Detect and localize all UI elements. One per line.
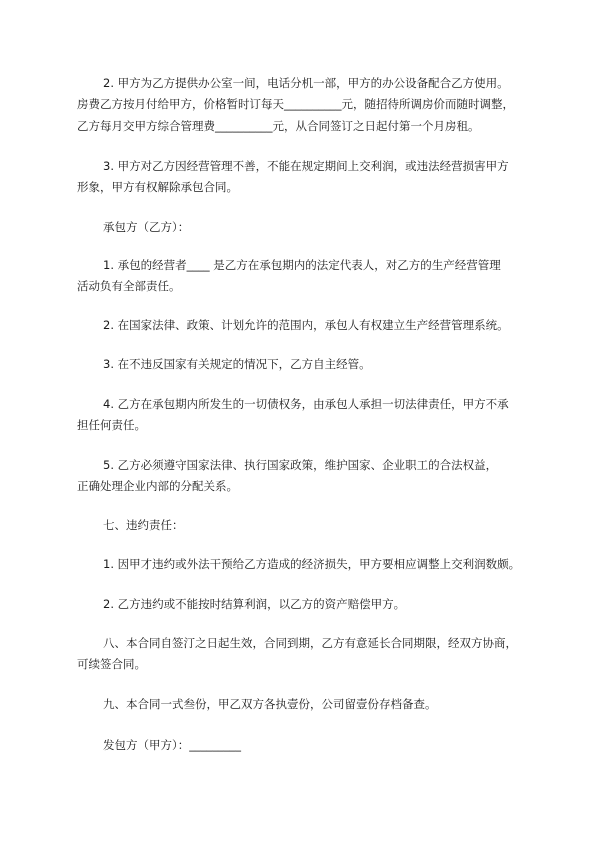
breach-item-2: 2. 乙方违约或不能按时结算利润，以乙方的资产赔偿甲方。 bbox=[103, 597, 406, 611]
section-9: 九、本合同一式叁份，甲乙双方各执壹份，公司留壹份存档备查。 bbox=[103, 697, 437, 711]
employer-signature-line: 发包方（甲方）：_________ bbox=[103, 738, 241, 752]
clause-2-line-3: 乙方每月交甲方综合管理费__________元，从合同签订之日起付第一个月房租。 bbox=[77, 119, 480, 133]
contractor-item-4-line-1: 4. 乙方在承包期内所发生的一切债权务，由承包人承担一切法律责任，甲方不承 bbox=[103, 397, 509, 411]
section-8-line-2: 可续签合同。 bbox=[77, 657, 146, 671]
section-contractor-heading: 承包方（乙方）： bbox=[103, 220, 190, 234]
contractor-item-5-line-1: 5. 乙方必须遵守国家法律、执行国家政策，维护国家、企业职工的合法权益， bbox=[103, 458, 498, 472]
section-7-heading: 七、违约责任： bbox=[103, 518, 184, 532]
contractor-item-1-line-1: 1. 承包的经营者____ 是乙方在承包期内的法定代表人，对乙方的生产经营管理 bbox=[103, 258, 501, 272]
clause-3-line-2: 形象，甲方有权解除承包合同。 bbox=[77, 180, 238, 194]
contractor-item-1-line-2: 活动负有全部责任。 bbox=[77, 279, 181, 293]
clause-2-line-2: 房费乙方按月付给甲方，价格暂时订每天__________元，随招待所调房价而随时调整， bbox=[77, 97, 514, 111]
clause-3-line-1: 3. 甲方对乙方因经营管理不善，不能在规定期间上交利润，或违法经营损害甲方 bbox=[103, 159, 509, 173]
contractor-item-2: 2. 在国家法律、政策、计划允许的范围内，承包人有权建立生产经营管理系统。 bbox=[103, 318, 509, 332]
clause-2-line-1: 2. 甲方为乙方提供办公室一间，电话分机一部，甲方的办公设备配合乙方使用。 bbox=[103, 76, 509, 90]
contractor-item-3: 3. 在不违反国家有关规定的情况下，乙方自主经管。 bbox=[103, 357, 371, 371]
contractor-item-5-line-2: 正确处理企业内部的分配关系。 bbox=[77, 479, 238, 493]
contractor-item-4-line-2: 担任何责任。 bbox=[77, 418, 146, 432]
breach-item-1: 1. 因甲才违约或外法干预给乙方造成的经济损失，甲方要相应调整上交利润数颇。 bbox=[103, 557, 521, 571]
section-8-line-1: 八、本合同自签汀之日起生效，合同到期，乙方有意延长合同期限，经双方协商， bbox=[103, 636, 517, 650]
